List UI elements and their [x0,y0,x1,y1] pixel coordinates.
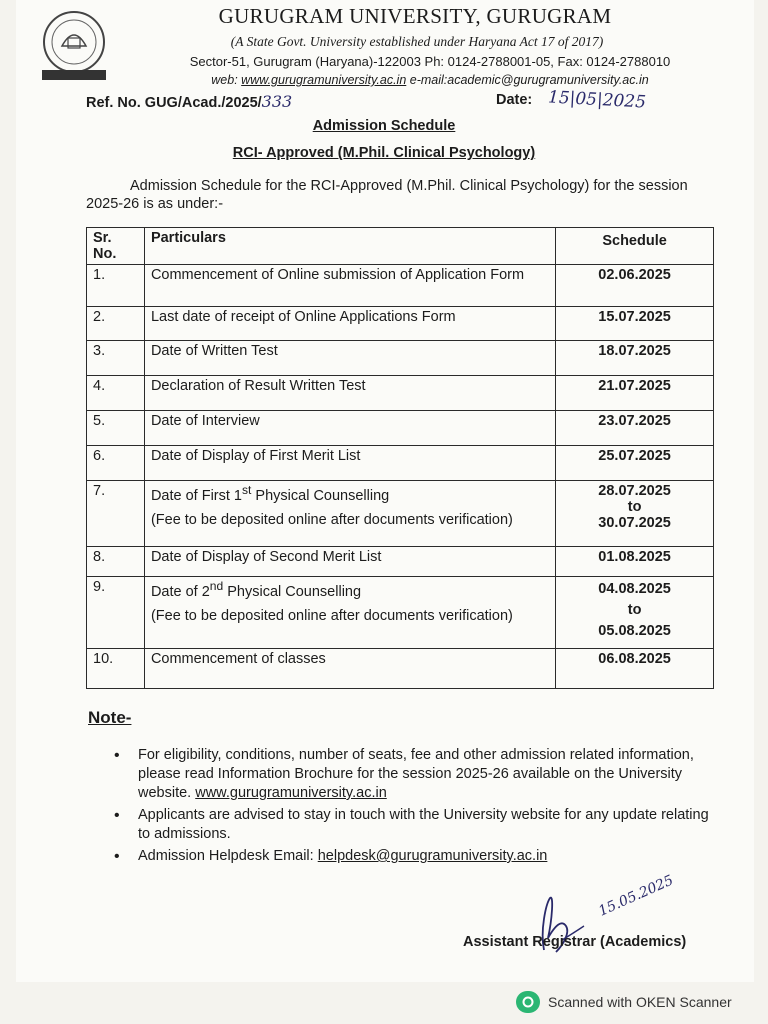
row-schedule: 18.07.2025 [556,341,714,376]
program-title: RCI- Approved (M.Phil. Clinical Psychology) [232,145,536,161]
schedule-to-word: to [627,499,642,515]
notes-list [112,746,722,869]
row-particulars [144,577,555,649]
intro-paragraph: Admission Schedule for the RCI-Approved (M.Phil. Clinical Psychology) for the session 2025-26 is as under:- [86,178,688,212]
table-header-row [87,228,714,265]
schedule-to-word: to [627,602,642,618]
schedule-from: 04.08.2025 [598,581,671,597]
table-row [87,376,714,411]
web-link[interactable]: www.gurugramuniversity.ac.in [241,73,407,87]
row-sr: 2. [87,307,145,341]
header-particulars: Particulars [144,228,555,265]
particulars-text: Physical Counselling [223,583,362,600]
row-sr: 10. [87,649,145,689]
table-row [87,265,714,307]
row-particulars: Date of Display of First Merit List [144,446,555,481]
table-row [87,341,714,376]
particulars-note: (Fee to be deposited online after documents verification) [150,607,513,624]
row-schedule [556,577,714,649]
row-schedule [556,481,714,547]
row-sr: 5. [87,411,145,446]
superscript: nd [209,579,224,593]
signature-date-handwritten: 15.05.2025 [596,872,676,920]
particulars-text: Date of First 1 [150,487,242,504]
schedule-to: 30.07.2025 [598,515,671,531]
row-sr: 6. [87,446,145,481]
row-schedule: 23.07.2025 [556,411,714,446]
ref-number-handwritten: 333 [261,92,293,111]
schedule-table [86,227,714,689]
table-row [87,481,714,547]
row-sr: 4. [87,376,145,411]
email-text: e-mail:academic@gurugramuniversity.ac.in [409,73,649,87]
row-schedule: 21.07.2025 [556,376,714,411]
row-particulars: Date of Written Test [144,341,555,376]
row-particulars: Date of Display of Second Merit List [144,547,555,577]
header-sr-no: Sr. No. [87,228,145,265]
superscript: st [242,483,252,497]
table-row [87,411,714,446]
ref-label: Ref. No. GUG/Acad./2025/ [86,95,262,111]
row-particulars: Commencement of classes [144,649,555,689]
particulars-text: Date of 2 [150,583,210,600]
particulars-note: (Fee to be deposited online after documents verification) [150,511,513,528]
note-text: Applicants are advised to stay in touch with the University website for any update relating to admissions. [138,807,709,842]
list-item [112,847,722,866]
row-sr: 3. [87,341,145,376]
university-subtitle: (A State Govt. University established under Haryana Act 17 of 2017) [230,34,604,49]
note-text: For eligibility, conditions, number of seats, fee and other admission related information, please read Information Brochure for the session 2025-26 available on the University website. [138,747,694,801]
schedule-to: 05.08.2025 [598,623,671,639]
reference-number [86,92,292,111]
helpdesk-email-link[interactable]: helpdesk@gurugramuniversity.ac.in [317,848,548,864]
letterhead [120,2,720,87]
table-row [87,649,714,689]
signatory-designation: Assistant Registrar (Academics) [463,934,687,950]
row-sr: 9. [87,577,145,649]
particulars-main [150,579,362,600]
note-text: Admission Helpdesk Email: [138,848,318,864]
row-particulars [144,481,555,547]
row-particulars: Commencement of Online submission of Application Form [144,265,555,307]
date-handwritten: 15|05|2025 [547,87,647,113]
row-schedule: 02.06.2025 [556,265,714,307]
table-row [87,446,714,481]
table-row [87,577,714,649]
row-particulars: Date of Interview [144,411,555,446]
list-item [112,806,722,844]
row-schedule: 01.08.2025 [556,547,714,577]
document-title: Admission Schedule [312,118,456,134]
university-name: GURUGRAM UNIVERSITY, GURUGRAM [218,4,612,28]
particulars-main [150,483,390,504]
row-sr: 8. [87,547,145,577]
row-sr: 7. [87,481,145,547]
particulars-text: Physical Counselling [251,487,390,504]
note-heading: Note- [88,708,132,727]
scanner-logo-icon [516,991,540,1013]
university-contact [140,73,720,87]
university-logo [32,4,116,88]
row-particulars: Declaration of Result Written Test [144,376,555,411]
row-sr: 1. [87,265,145,307]
web-label: web: [211,73,238,87]
date-label: Date: [496,92,533,108]
scanner-watermark-text: Scanned with OKEN Scanner [548,994,732,1010]
university-address: Sector-51, Gurugram (Haryana)-122003 Ph: 0124-2788001-05, Fax: 0124-2788010 [189,54,671,69]
schedule-from: 28.07.2025 [598,483,671,499]
table-row [87,547,714,577]
scanner-watermark [516,991,732,1013]
row-schedule: 06.08.2025 [556,649,714,689]
row-schedule: 15.07.2025 [556,307,714,341]
table-row [87,307,714,341]
row-schedule: 25.07.2025 [556,446,714,481]
row-particulars: Last date of receipt of Online Applications Form [144,307,555,341]
header-schedule: Schedule [556,228,714,265]
website-link[interactable]: www.gurugramuniversity.ac.in [195,785,387,801]
list-item [112,746,722,803]
